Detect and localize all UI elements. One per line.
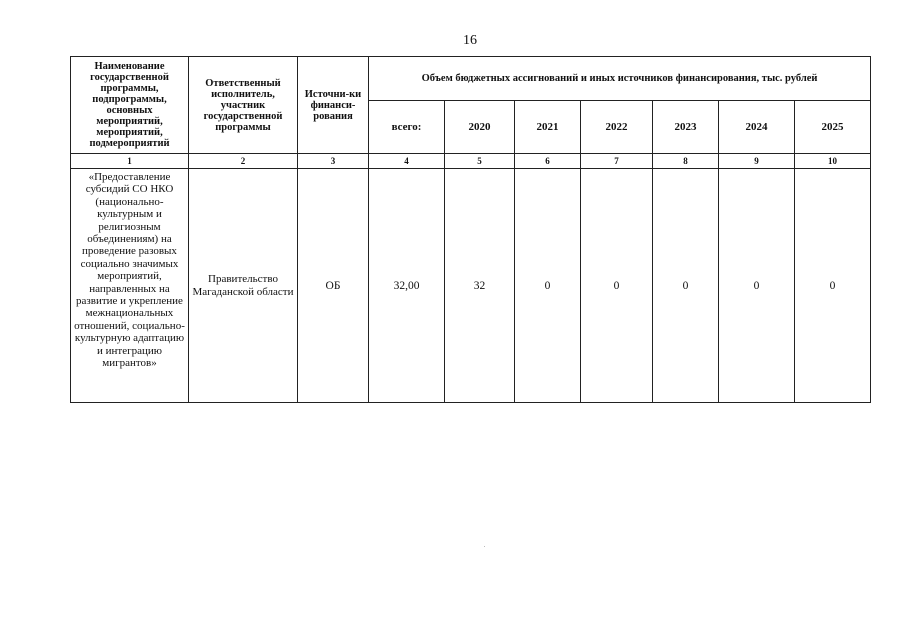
header-year: 2024: [719, 101, 795, 154]
header-year: 2025: [795, 101, 871, 154]
table-row: [71, 169, 871, 403]
column-number: 2: [189, 154, 298, 169]
column-number: 7: [581, 154, 653, 169]
header-executor: Ответственный исполнитель, участник государственной программы: [189, 57, 298, 154]
header-year: 2022: [581, 101, 653, 154]
row-value: 0: [581, 169, 653, 403]
column-number: 3: [298, 154, 369, 169]
column-number: 6: [515, 154, 581, 169]
header-year: 2021: [515, 101, 581, 154]
column-number: 10: [795, 154, 871, 169]
header-volume: Объем бюджетных ассигнований и иных источников финансирования, тыс. рублей: [369, 57, 871, 101]
column-number: 8: [653, 154, 719, 169]
budget-table: [70, 56, 871, 403]
header-total: всего:: [369, 101, 445, 154]
header-row-1: [71, 57, 871, 101]
header-year: 2023: [653, 101, 719, 154]
row-source: ОБ: [298, 169, 369, 403]
row-value: 32: [445, 169, 515, 403]
row-name: «Предоставление субсидий СО НКО (национально-культурным и религиозным объединениям) на проведение разовых социально значимых мероприятий, направленных на развитие и укрепление межнациональных отношений, социально-культурную адаптацию и интеграцию мигрантов»: [71, 169, 189, 403]
header-year: 2020: [445, 101, 515, 154]
row-value: 0: [653, 169, 719, 403]
header-source: Источни-ки финанси-рования: [298, 57, 369, 154]
column-number: 1: [71, 154, 189, 169]
row-total: 32,00: [369, 169, 445, 403]
column-number: 5: [445, 154, 515, 169]
column-number-row: [71, 154, 871, 169]
row-value: 0: [515, 169, 581, 403]
row-value: 0: [719, 169, 795, 403]
row-executor: Правительство Магаданской области: [189, 169, 298, 403]
header-name: Наименование государственной программы, подпрограммы, основных мероприятий, мероприятий, подмероприятий: [71, 57, 189, 154]
column-number: 9: [719, 154, 795, 169]
page-number: 16: [463, 33, 477, 48]
scan-speck: [484, 546, 485, 547]
row-value: 0: [795, 169, 871, 403]
column-number: 4: [369, 154, 445, 169]
